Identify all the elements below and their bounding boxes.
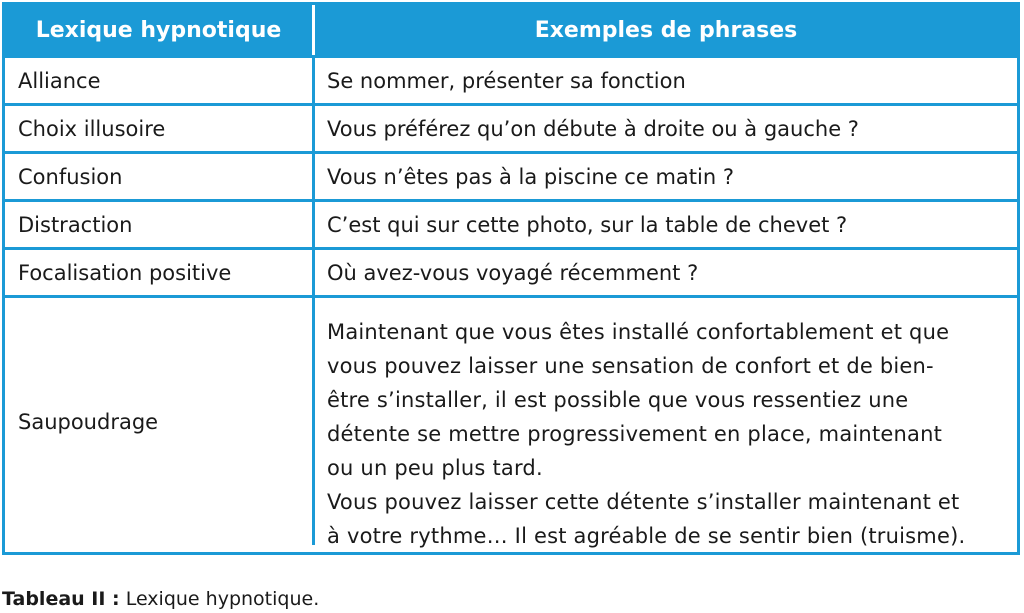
header-lexique: Lexique hypnotique: [5, 5, 315, 55]
example-cell: Vous n’êtes pas à la piscine ce matin ?: [327, 164, 734, 189]
hypnotic-lexicon-table: [2, 2, 1020, 555]
table-caption: [2, 588, 319, 610]
table-row: [5, 103, 1017, 151]
table-header: [5, 5, 1017, 55]
example-line: vous pouvez laisser une sensation de confort et de bien-: [327, 354, 934, 378]
example-cell: C’est qui sur cette photo, sur la table de chevet ?: [327, 212, 848, 237]
example-cell: Vous préférez qu’on débute à droite ou à gauche ?: [327, 116, 859, 141]
caption-text: Lexique hypnotique.: [119, 588, 320, 610]
example-line: être s’installer, il est possible que vous ressentiez une: [327, 388, 909, 412]
term-cell: Confusion: [5, 154, 315, 199]
table-row: [5, 151, 1017, 199]
caption-label: Tableau II :: [2, 588, 120, 610]
table-row: [5, 199, 1017, 247]
table-row: [5, 247, 1017, 295]
example-line: détente se mettre progressivement en place, maintenant: [327, 422, 943, 446]
term-cell: Saupoudrage: [5, 298, 315, 545]
example-line: Vous pouvez laisser cette détente s’installer maintenant et: [327, 490, 960, 514]
term-cell: Distraction: [5, 202, 315, 247]
table-row: [5, 55, 1017, 103]
example-line: Maintenant que vous êtes installé confortablement et que: [327, 320, 950, 344]
table-row: [5, 295, 1017, 548]
example-line: ou un peu plus tard.: [327, 456, 543, 480]
example-cell: Où avez-vous voyagé récemment ?: [327, 260, 699, 285]
term-cell: Alliance: [5, 58, 315, 103]
example-line: à votre rythme… Il est agréable de se sentir bien (truisme).: [327, 524, 966, 548]
example-cell: Se nommer, présenter sa fonction: [327, 68, 686, 93]
header-exemples: Exemples de phrases: [534, 17, 798, 43]
term-cell: Choix illusoire: [5, 106, 315, 151]
example-cell-multiline: [315, 298, 1017, 548]
term-cell: Focalisation positive: [5, 250, 315, 295]
